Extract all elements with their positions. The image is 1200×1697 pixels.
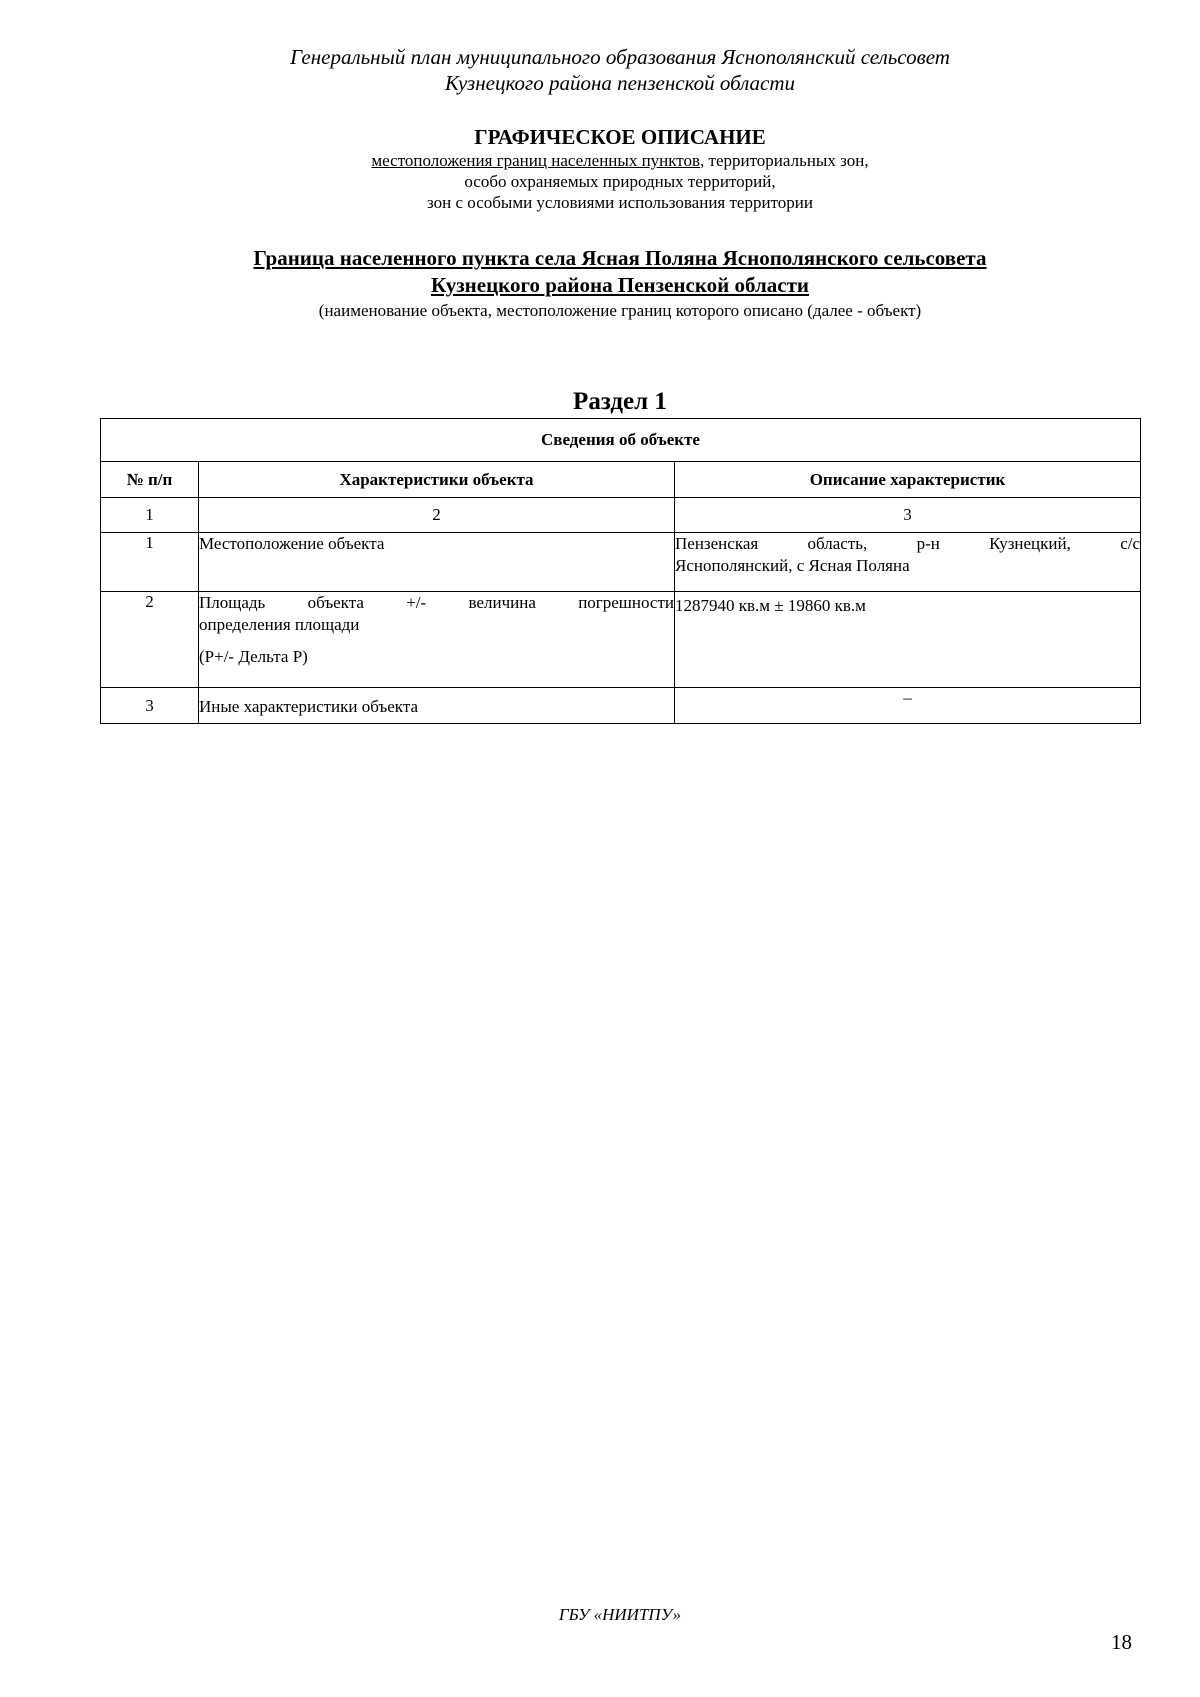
description-word: с/с bbox=[1120, 534, 1141, 553]
row-description: – bbox=[675, 688, 1141, 724]
title-subline-1 bbox=[0, 150, 1200, 171]
row-characteristic-line-2: определения площади bbox=[199, 615, 360, 634]
table-header-row bbox=[101, 462, 1141, 498]
object-block bbox=[0, 245, 1200, 322]
table-row bbox=[101, 688, 1141, 724]
table-column-numbers-row bbox=[101, 498, 1141, 533]
page-number: 18 bbox=[1111, 1630, 1132, 1654]
row-description: 1287940 кв.м ± 19860 кв.м bbox=[675, 592, 1141, 688]
header-characteristic: Характеристики объекта bbox=[199, 462, 675, 498]
title-subline-3: зон с особыми условиями использования территории bbox=[427, 193, 813, 212]
header-line-1: Генеральный план муниципального образования Яснополянский сельсовет bbox=[290, 45, 950, 69]
header-line-2: Кузнецкого района пензенской области bbox=[444, 71, 796, 95]
header-description: Описание характеристик bbox=[675, 462, 1141, 498]
description-word: р-н bbox=[916, 534, 940, 553]
title-subline-1-rest: , территориальных зон, bbox=[700, 151, 869, 170]
footer-organization: ГБУ «НИИТПУ» bbox=[558, 1605, 682, 1624]
column-number-1: 1 bbox=[101, 498, 199, 533]
description-word: область, bbox=[807, 534, 868, 553]
characteristic-word: +/- bbox=[406, 593, 427, 612]
row-number: 2 bbox=[101, 592, 199, 688]
table-caption: Сведения об объекте bbox=[101, 419, 1141, 462]
header-number: № п/п bbox=[101, 462, 199, 498]
row-description-line-1 bbox=[675, 533, 1140, 555]
row-description bbox=[675, 533, 1141, 592]
document-header bbox=[0, 44, 1200, 96]
characteristic-word: Площадь bbox=[199, 593, 266, 612]
object-name-line-2: Кузнецкого района Пензенской области bbox=[431, 273, 809, 297]
column-number-2: 2 bbox=[199, 498, 675, 533]
title-subline-2: особо охраняемых природных территорий, bbox=[464, 172, 776, 191]
object-info-table bbox=[100, 418, 1141, 724]
description-word: Кузнецкий, bbox=[989, 534, 1071, 553]
row-characteristic: Иные характеристики объекта bbox=[199, 688, 675, 724]
object-caption: (наименование объекта, местоположение границ которого описано (далее - объект) bbox=[318, 301, 922, 320]
row-characteristic bbox=[199, 592, 675, 688]
section-title: Раздел 1 bbox=[573, 388, 667, 415]
document-title: ГРАФИЧЕСКОЕ ОПИСАНИЕ bbox=[474, 125, 766, 149]
row-characteristic-line-1 bbox=[199, 592, 674, 614]
title-block bbox=[0, 124, 1200, 213]
row-characteristic: Местоположение объекта bbox=[199, 533, 675, 592]
characteristic-word: объекта bbox=[307, 593, 364, 612]
table-row bbox=[101, 592, 1141, 688]
object-name-line-1: Граница населенного пункта села Ясная Поляна Яснополянского сельсовета bbox=[253, 246, 987, 270]
title-subline-1-underlined: местоположения границ населенных пунктов bbox=[371, 151, 701, 170]
row-description-line-2: Яснополянский, с Ясная Поляна bbox=[675, 556, 910, 575]
row-number: 1 bbox=[101, 533, 199, 592]
table-caption-row bbox=[101, 419, 1141, 462]
characteristic-word: погрешности bbox=[578, 593, 674, 612]
table-row bbox=[101, 533, 1141, 592]
column-number-3: 3 bbox=[675, 498, 1141, 533]
row-number: 3 bbox=[101, 688, 199, 724]
description-word: Пензенская bbox=[675, 534, 759, 553]
row-characteristic-line-3: (P+/- Дельта P) bbox=[199, 647, 308, 666]
characteristic-word: величина bbox=[468, 593, 536, 612]
